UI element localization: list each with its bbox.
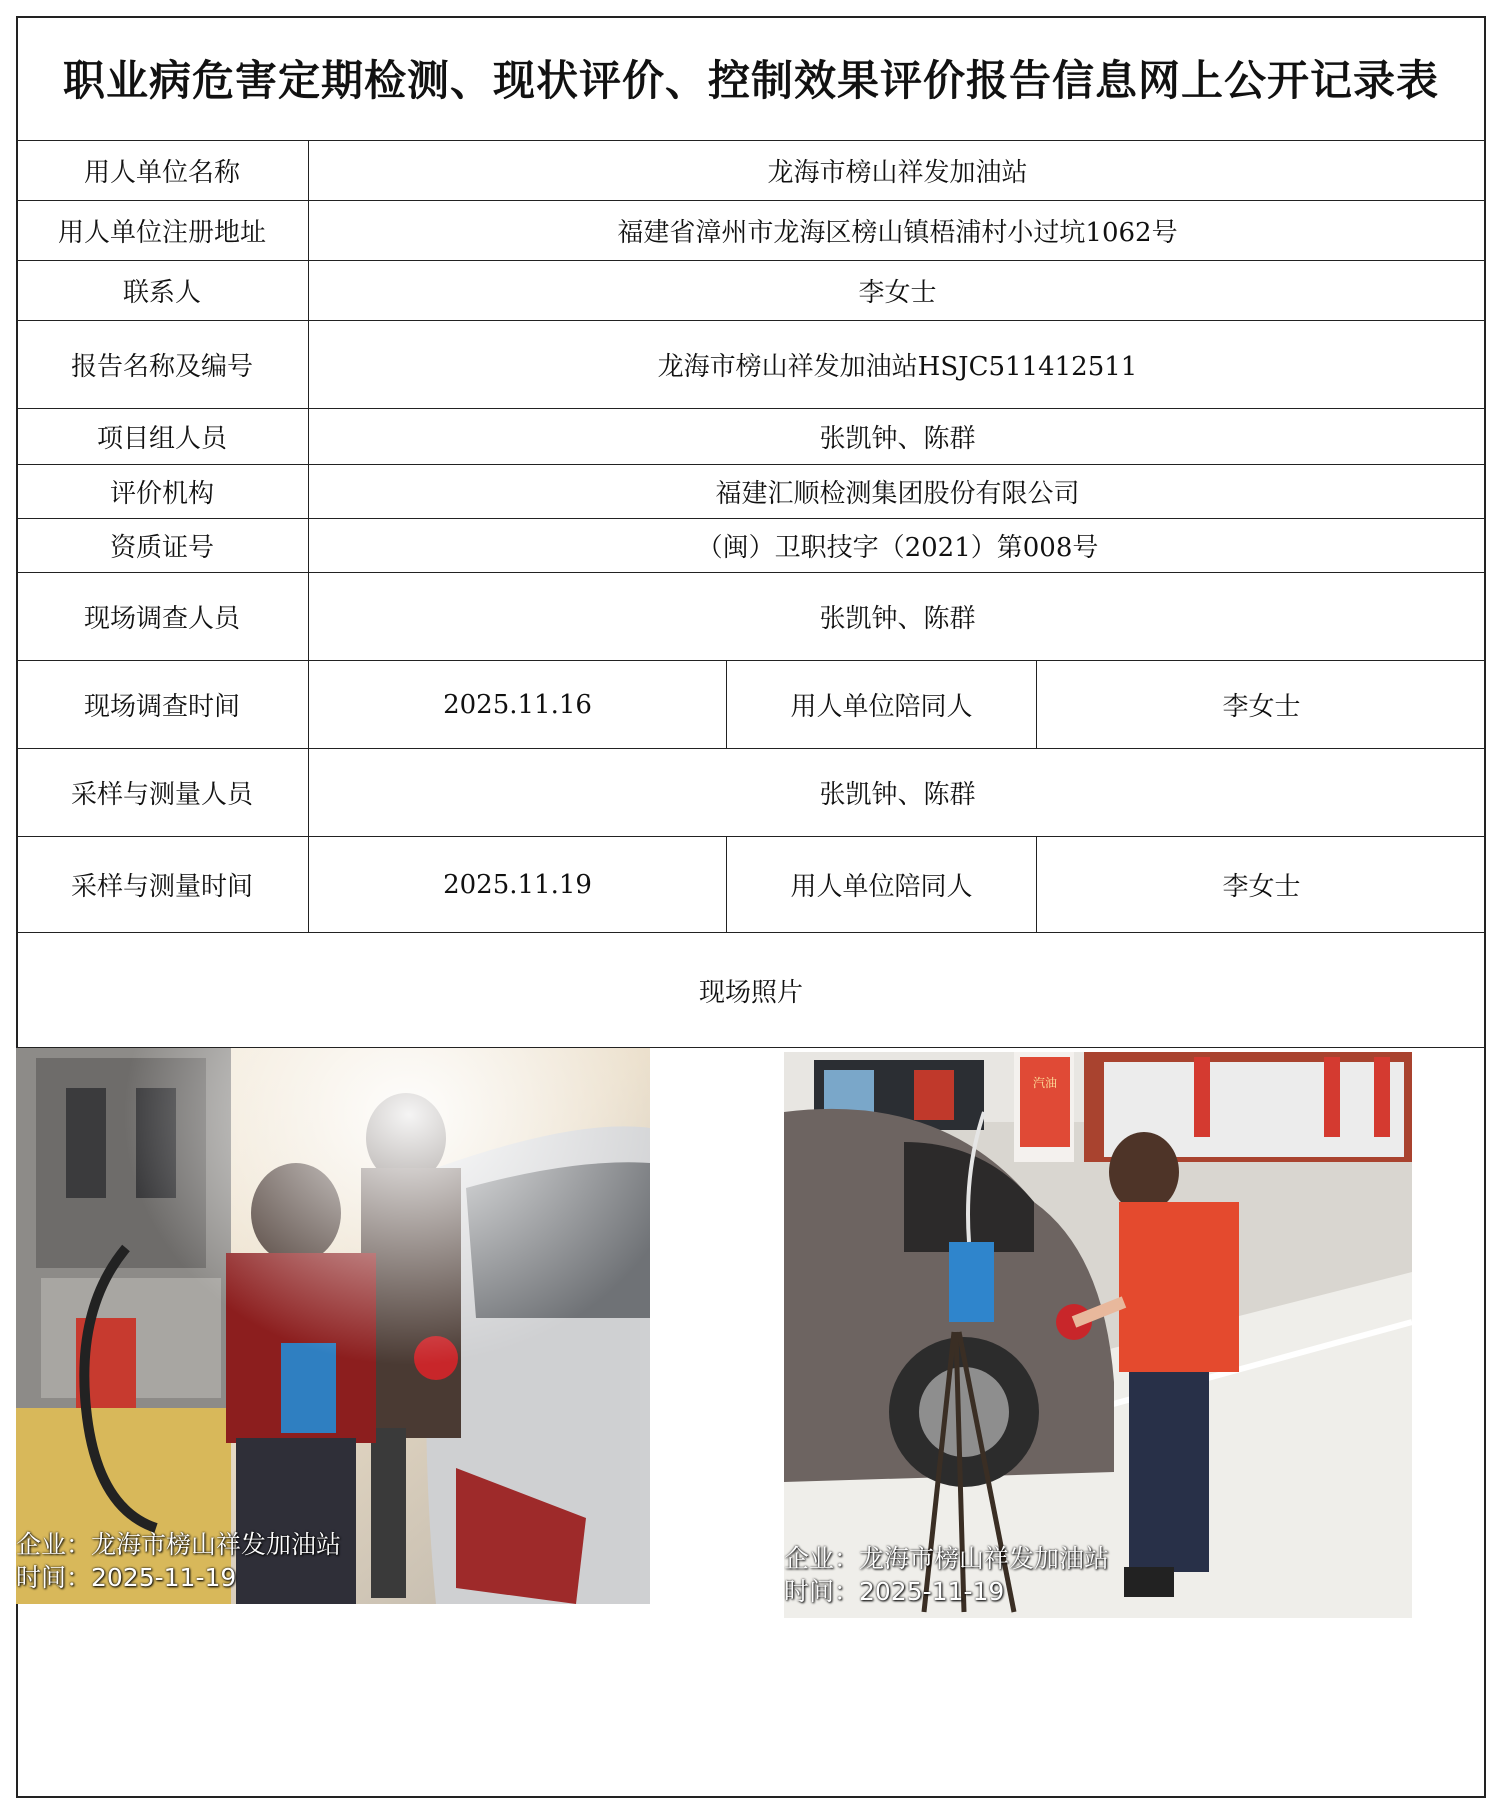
site-photo-2-image	[784, 1052, 1412, 1618]
row-qualification	[16, 518, 1486, 572]
label-sampling-companion: 用人单位陪同人	[726, 837, 1036, 932]
label-contact: 联系人	[122, 278, 201, 308]
row-report	[16, 320, 1486, 408]
value-employer-name: 龙海市榜山祥发加油站	[308, 141, 1486, 200]
site-photo-1-image	[16, 1048, 650, 1604]
site-photo-1	[16, 1048, 650, 1604]
label-survey-time: 现场调查时间	[83, 692, 240, 722]
value-qualification: （闽）卫职技字（2021）第008号	[308, 519, 1486, 572]
label-qualification: 资质证号	[109, 533, 214, 563]
row-team	[16, 408, 1486, 464]
site-photo-1-time: 时间：2025-11-19	[16, 1562, 237, 1592]
site-photo-2-caption	[784, 1543, 1109, 1608]
value-survey-companion: 李女士	[1036, 661, 1486, 748]
label-report: 报告名称及编号	[70, 352, 253, 382]
row-institution	[16, 464, 1486, 518]
site-photo-2-sign: 汽油	[1032, 1076, 1058, 1090]
label-sampling-staff: 采样与测量人员	[70, 780, 253, 810]
label-survey-companion: 用人单位陪同人	[726, 661, 1036, 748]
value-sampling-time: 2025.11.19	[308, 837, 726, 932]
label-institution: 评价机构	[109, 479, 214, 509]
value-sampling-staff: 张凯钟、陈群	[308, 749, 1486, 836]
value-survey-time: 2025.11.16	[308, 661, 726, 748]
site-photo-1-company: 企业：龙海市榜山祥发加油站	[16, 1530, 342, 1559]
value-sampling-companion: 李女士	[1036, 837, 1486, 932]
row-sampling-time	[16, 836, 1486, 932]
row-survey-time	[16, 660, 1486, 748]
site-photo-1-caption	[16, 1529, 341, 1594]
value-survey-staff: 张凯钟、陈群	[308, 573, 1486, 660]
row-sampling-staff	[16, 748, 1486, 836]
label-team: 项目组人员	[96, 424, 227, 454]
value-institution: 福建汇顺检测集团股份有限公司	[308, 465, 1486, 518]
document-title: 职业病危害定期检测、现状评价、控制效果评价报告信息网上公开记录表	[62, 56, 1439, 105]
row-survey-staff	[16, 572, 1486, 660]
site-photo-2-company: 企业：龙海市榜山祥发加油站	[784, 1544, 1110, 1573]
site-photo-2	[784, 1052, 1412, 1618]
row-address	[16, 200, 1486, 260]
label-survey-staff: 现场调查人员	[83, 604, 240, 634]
row-photos-label	[16, 932, 1486, 1048]
photos-label: 现场照片	[698, 977, 803, 1008]
row-employer-name	[16, 140, 1486, 200]
row-contact	[16, 260, 1486, 320]
value-address: 福建省漳州市龙海区榜山镇梧浦村小过坑1062号	[308, 201, 1486, 260]
site-photo-2-time: 时间：2025-11-19	[784, 1576, 1005, 1606]
label-employer-name: 用人单位名称	[83, 158, 240, 188]
value-team: 张凯钟、陈群	[308, 409, 1486, 464]
value-contact: 李女士	[308, 261, 1486, 320]
label-address: 用人单位注册地址	[57, 218, 266, 248]
label-sampling-time: 采样与测量时间	[70, 872, 253, 902]
value-report: 龙海市榜山祥发加油站HSJC511412511	[308, 321, 1486, 408]
